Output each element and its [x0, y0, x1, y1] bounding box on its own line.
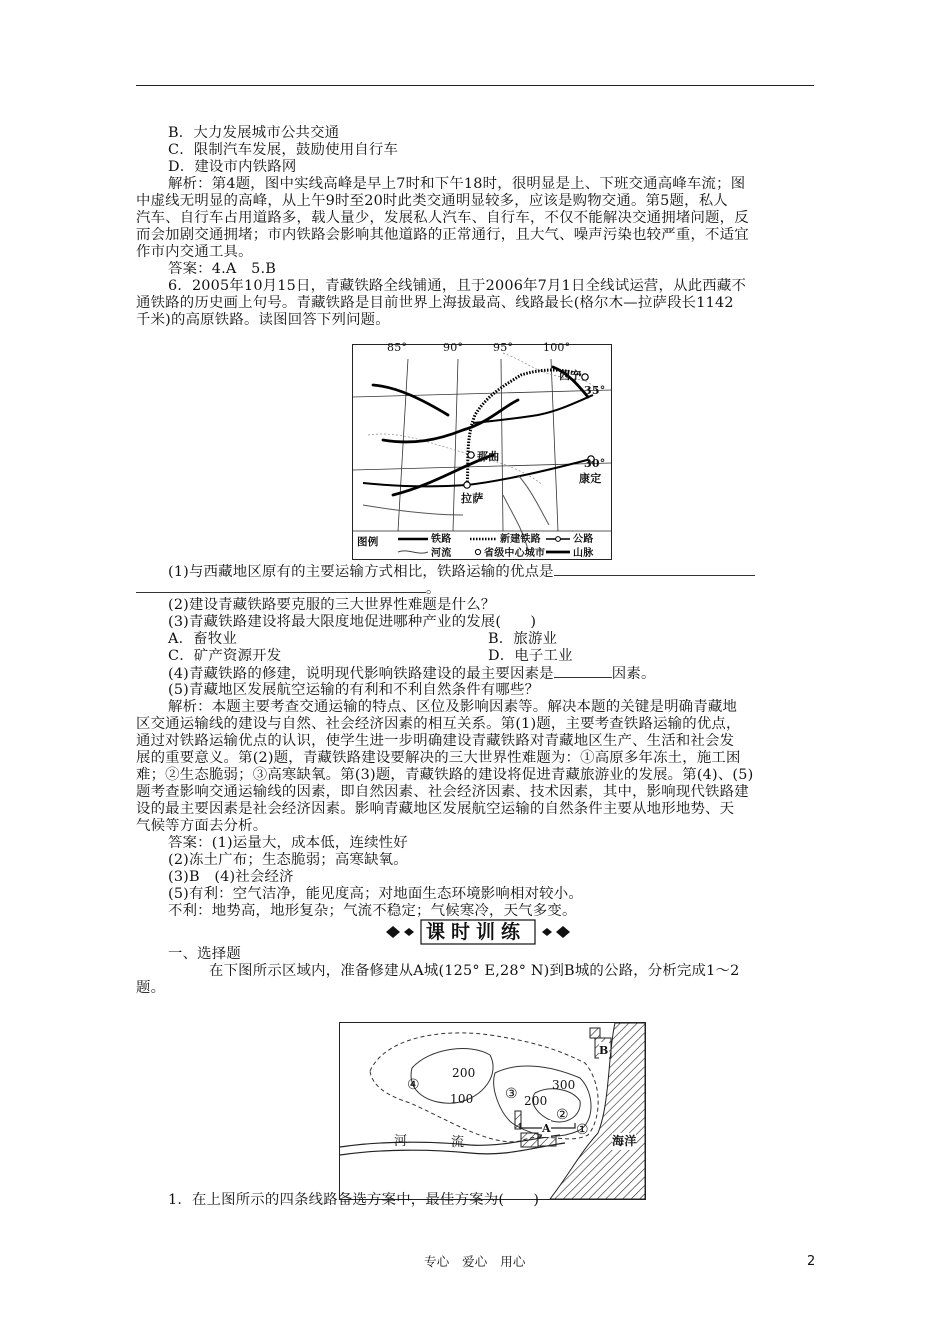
section-banner [378, 918, 578, 946]
lon-label: 85° [387, 341, 408, 354]
analysis-line: 解析：第4题，图中实线高峰是早上7时和下午18时，很明显是上、下班交通高峰车流；图 [168, 176, 746, 192]
legend-item: 省级中心城市 [484, 548, 546, 559]
lon-label: 95° [493, 341, 514, 354]
banner-title: 课时训练 [426, 921, 527, 943]
answer-line: 答案：(1)运量大，成本低，连续性好 [168, 835, 408, 851]
qinghai-tibet-map [352, 341, 612, 560]
sub-question-5: (5)青藏地区发展航空运输的有利和不利自然条件有哪些？ [168, 682, 540, 698]
sea-label: 海洋 [612, 1134, 637, 1148]
sub-question-4 [168, 665, 656, 683]
river-label: 河 [394, 1134, 408, 1149]
legend-item: 公路 [573, 534, 594, 545]
q4-end: 因素。 [611, 666, 656, 682]
sub-question-1 [168, 563, 755, 581]
legend-item: 新建铁路 [500, 534, 541, 545]
answer-line: (3)B (4)社会经济 [168, 869, 294, 885]
q1-text: (1)与西藏地区原有的主要运输方式相比，铁路运输的优点是 [168, 564, 554, 580]
legend-item: 山脉 [573, 548, 594, 559]
question-6-line: 6．2005年10月15日，青藏铁路全线铺通，且于2006年7月1日全线试运营，从此西藏不 [168, 278, 747, 294]
legend-title: 图例 [357, 536, 379, 548]
sub-question-3: (3)青藏铁路建设将最大限度地促进哪种产业的发展( ) [168, 614, 537, 630]
route-label: ② [556, 1107, 569, 1123]
analysis-line: 解析：本题主要考查交通运输的特点、区位及影响因素等。解决本题的关键是明确青藏地 [168, 699, 738, 715]
route-label: ③ [505, 1086, 518, 1102]
answer-line: (2)冻土广布；生态脆弱；高寒缺氧。 [168, 852, 408, 868]
analysis-line: 设的最主要因素是社会经济因素。影响青藏地区发展航空运输的自然条件主要从地形地势、天 [136, 801, 735, 817]
city-a-label: A [542, 1122, 551, 1135]
option-c: C．矿产资源开发 [168, 648, 282, 664]
analysis-line: 气候等方面去分析。 [136, 818, 268, 834]
lon-label: 90° [443, 341, 464, 354]
analysis-line: 通过对铁路运输优点的认识，使学生进一步明确建设青藏铁路对青藏地区生产、生活和社会发 [136, 733, 735, 749]
route-label: ④ [407, 1077, 420, 1093]
intro-line: 题。 [136, 980, 166, 996]
analysis-line: 而会加剧交通拥堵；市内铁路会影响其他道路的正常通行，且大气、噪声污染也较严重，不适宜 [136, 227, 749, 243]
city-label: 西宁 [559, 369, 582, 382]
option-d: D．建设市内铁路网 [168, 159, 297, 175]
answer-blank [554, 665, 612, 678]
analysis-line: 汽车、自行车占用道路多，载人量少，发展私人汽车、自行车，不仅不能解决交通拥堵问题，反 [136, 210, 749, 226]
city-label: 那曲 [477, 450, 500, 463]
sub-question-1-cont [136, 580, 441, 598]
analysis-line: 难；②生态脆弱；③高寒缺氧。第(3)题，青藏铁路的建设将促进青藏旅游业的发展。第(4)、(5) [136, 767, 754, 783]
city-b-label: B [599, 1044, 609, 1057]
answer-blank [554, 563, 755, 576]
analysis-line: 题考查影响交通运输线的因素，即自然因素、社会经济因素、技术因素，其中，影响现代铁路建 [136, 784, 749, 800]
q1-end: 。 [426, 581, 441, 597]
route-contour-map [339, 1022, 646, 1200]
intro-line: 在下图所示区域内，准备修建从A城(125° E,28° N)到B城的公路，分析完成1～2 [209, 963, 740, 979]
option-b: B．旅游业 [488, 631, 558, 647]
option-b: B．大力发展城市公共交通 [168, 125, 340, 141]
city-label: 康定 [579, 472, 602, 485]
section-title: 一、选择题 [168, 946, 241, 962]
city-label: 拉萨 [461, 492, 484, 505]
question-6-line: 通铁路的历史画上句号。青藏铁路是目前世界上海拔最高、线路最长(格尔木—拉萨段长1142 [136, 295, 734, 311]
answer-line: 答案：4.A 5.B [168, 261, 276, 277]
question-1: 1．在上图所示的四条线路备选方案中，最佳方案为( ) [168, 1192, 540, 1208]
answer-line: 不利：地势高，地形复杂；气流不稳定；气候寒冷，天气多变。 [168, 903, 577, 919]
legend-item: 铁路 [431, 534, 452, 545]
page-number: 2 [807, 1254, 816, 1269]
contour-label: 200 [524, 1094, 548, 1108]
lat-label: 35° [584, 384, 606, 397]
analysis-line: 作市内交通工具。 [136, 244, 253, 260]
route-label: ① [576, 1122, 589, 1138]
contour-label: 300 [552, 1078, 576, 1092]
lat-label: 30° [584, 457, 606, 470]
q4-text: (4)青藏铁路的修建，说明现代影响铁路建设的最主要因素是 [168, 666, 554, 682]
option-c: C．限制汽车发展，鼓励使用自行车 [168, 142, 399, 158]
analysis-line: 中虚线无明显的高峰，从上午9时至20时此类交通明显较多，应该是购物交通。第5题，私人 [136, 193, 728, 209]
option-a: A．畜牧业 [168, 631, 237, 647]
answer-line: (5)有利：空气洁净，能见度高；对地面生态环境影响相对较小。 [168, 886, 583, 902]
contour-label: 200 [452, 1066, 476, 1080]
footer-motto: 专心 爱心 用心 [424, 1254, 526, 1269]
answer-blank [136, 580, 426, 593]
analysis-line: 区交通运输线的建设与自然、社会经济因素的相互关系。第(1)题，主要考查铁路运输的优点， [136, 716, 741, 732]
analysis-line: 展的重要意义。第(2)题，青藏铁路建设要解决的三大世界性难题为：①高原多年冻土，施工困 [136, 750, 741, 766]
river-label: 流 [451, 1135, 465, 1150]
legend-item: 河流 [431, 548, 452, 559]
sub-question-2: (2)建设青藏铁路要克服的三大世界性难题是什么？ [168, 597, 496, 613]
contour-label: 100 [450, 1092, 474, 1106]
lon-label: 100° [543, 341, 571, 354]
option-d: D．电子工业 [488, 648, 573, 664]
header-rule [136, 85, 814, 86]
question-6-line: 千米)的高原铁路。读图回答下列问题。 [136, 312, 390, 328]
